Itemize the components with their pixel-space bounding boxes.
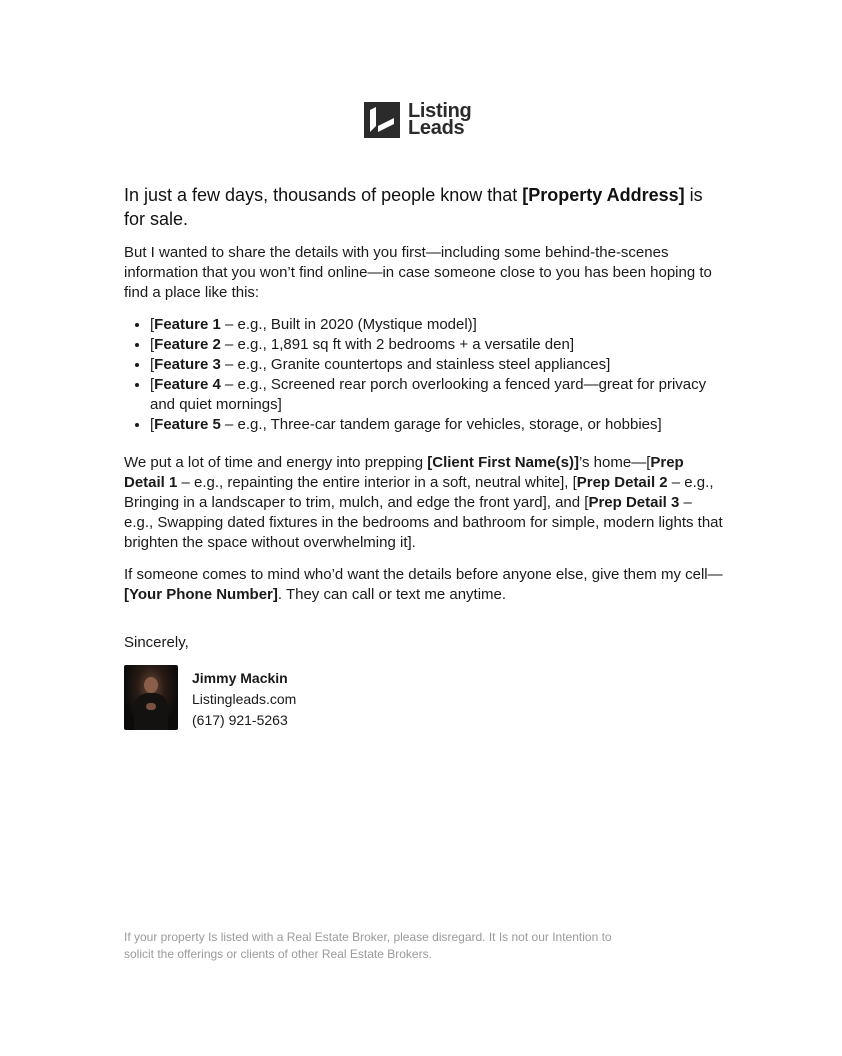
- prep-detail-1-label: Prep Detail 1: [124, 454, 684, 491]
- intro-paragraph: But I wanted to share the details with you first—including some behind-the-scenes information that you won’t find online—in case someone close to you has been hoping to find a place like this:: [124, 244, 712, 301]
- feature-text: – e.g., Granite countertops and stainless steel appliances: [220, 356, 607, 373]
- logo-wordmark: [408, 100, 472, 139]
- prep-detail-1-text: – e.g., repainting the entire interior in a soft, neutral white], [: [177, 474, 577, 491]
- listing-leads-logo-icon: [364, 102, 400, 138]
- feature-text: – e.g., Built in 2020 (Mystique model): [220, 316, 473, 333]
- prep-detail-3-label: Prep Detail 3: [588, 494, 680, 511]
- signature-website: Listingleads.com: [192, 691, 297, 707]
- feature-text: – e.g., 1,891 sq ft with 2 bedrooms + a versatile den: [220, 336, 570, 353]
- signature-phone: (617) 921-5263: [192, 712, 288, 728]
- list-item: • [Feature 4 – e.g., Screened rear porch overlooking a fenced yard—great for privacy and quiet mornings]: [150, 375, 724, 415]
- logo-line-2: Leads: [408, 117, 465, 139]
- closing-paragraph: [124, 565, 724, 605]
- closing-text-2: . They can call or text me anytime.: [277, 586, 507, 603]
- feature-text: – e.g., Three-car tandem garage for vehicles, storage, or hobbies: [220, 416, 658, 433]
- feature-label: Feature 3: [154, 356, 221, 373]
- property-address-placeholder: [Property Address]: [522, 185, 685, 205]
- prep-paragraph: [124, 453, 724, 553]
- headline-text-1: In just a few days, thousands of people know that: [124, 185, 523, 205]
- prep-text-2: ’s home—[: [578, 454, 651, 471]
- list-item: • [Feature 3 – e.g., Granite countertops and stainless steel appliances]: [150, 355, 724, 375]
- list-item: • [Feature 5 – e.g., Three-car tandem garage for vehicles, storage, or hobbies]: [150, 415, 724, 435]
- avatar: [124, 665, 178, 730]
- logo-line-1: Listing: [408, 100, 472, 122]
- signature-info: [192, 668, 296, 731]
- feature-label: Feature 2: [154, 336, 221, 353]
- signature-block: [124, 665, 724, 731]
- feature-text: – e.g., Screened rear porch overlooking a fenced yard—great for privacy and quiet mornings: [150, 376, 707, 413]
- prep-text-1: We put a lot of time and energy into prepping: [124, 454, 428, 471]
- signature-name: Jimmy Mackin: [192, 670, 288, 686]
- prep-detail-2-text: – e.g., Bringing in a landscaper to trim, mulch, and edge the front yard], and [: [124, 474, 714, 511]
- prep-detail-2-label: Prep Detail 2: [576, 474, 668, 491]
- letter-body: [124, 183, 724, 731]
- client-name-placeholder: [Client First Name(s)]: [427, 454, 579, 471]
- listing-leads-logo: [364, 102, 471, 138]
- feature-label: Feature 1: [154, 316, 221, 333]
- closing-text-1: If someone comes to mind who’d want the details before anyone else, give them my cell—: [124, 566, 723, 583]
- list-item: • [Feature 1 – e.g., Built in 2020 (Mystique model)]: [150, 315, 724, 335]
- headline-text-2: is for sale.: [124, 185, 703, 229]
- phone-number-placeholder: [Your Phone Number]: [124, 586, 278, 603]
- signoff: Sincerely,: [124, 634, 189, 651]
- disclaimer: If your property Is listed with a Real Estate Broker, please disregard. It Is not our Intention to solicit the offerings or clients of other Real Estate Brokers.: [124, 930, 612, 961]
- prep-detail-3-text: – e.g., Swapping dated fixtures in the bedrooms and bathroom for simple, modern lights that brighten the space without overwhelming it].: [124, 494, 723, 551]
- feature-list: [124, 315, 724, 435]
- feature-label: Feature 4: [154, 376, 221, 393]
- headline: [124, 183, 724, 231]
- list-item: • [Feature 2 – e.g., 1,891 sq ft with 2 bedrooms + a versatile den]: [150, 335, 724, 355]
- feature-label: Feature 5: [154, 416, 221, 433]
